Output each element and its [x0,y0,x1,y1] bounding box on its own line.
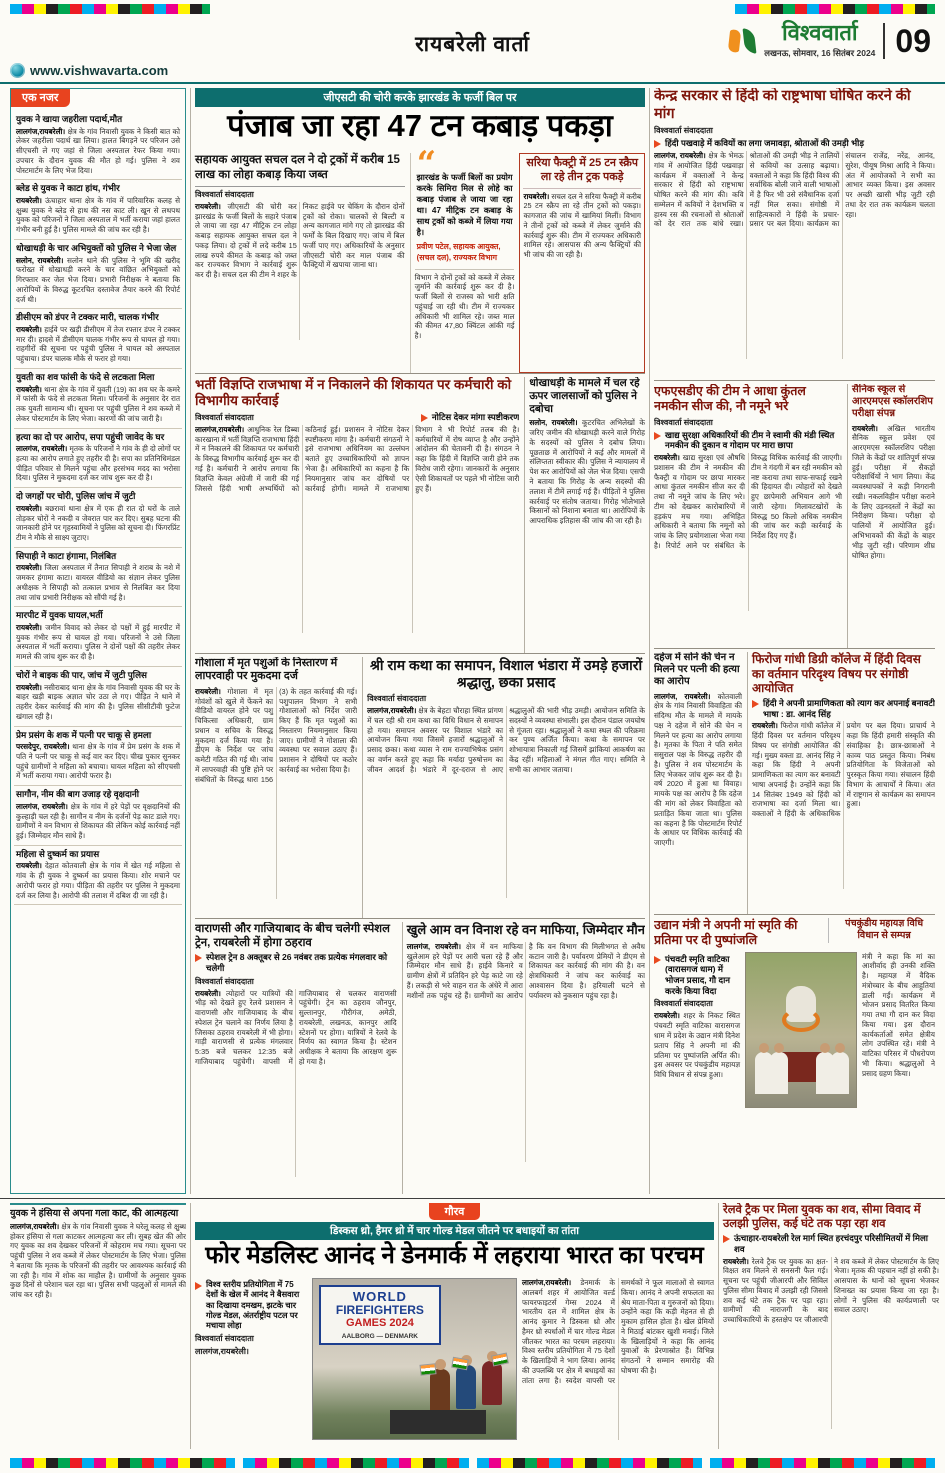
bottom-brief-body: लालगंज,रायबरेली। क्षेत्र के गांव निवासी युवक ने घरेलू कलह से क्षुब्ध होकर हंसिया से गला काटकर आत्महत्या कर ली। सुबह खेत की ओर गए युवक का शव देखकर परिजनों में कोहराम मच गया। सूचना पर पहुंची पुलिस ने शव कब्जे में लेकर पोस्टमार्टम के लिए भेजा। पुलिस ने बताया कि मृतक के परिजनों की तहरीर पर आवश्यक कार्रवाई की जा रही है। गांव में शोक का माहौल है। ग्रामीणों के अनुसार युवक कुछ दिनों से परेशान चल रहा था। पुलिस सभी पहलुओं से मामले की जांच कर रही है। [10,1221,186,1300]
hindi-demand-body: लालगंज, रायबरेली। क्षेत्र के भेमऊ गांव में आयोजित हिंदी पखवाड़ा कार्यक्रम में वक्ताओं ने केन्द्र सरकार से हिंदी को राष्ट्रभाषा घोषित करने की मांग की। कवि सम्मेलन में कवियों ने देशभक्ति व हास्य रस की रचनाओं से श्रोताओं को देर रात तक बांधे रखा। श्रोताओं की उमड़ी भीड़ ने तालियों से कवियों का उत्साह बढ़ाया। वक्ताओं ने कहा कि हिंदी विश्व की सर्वाधिक बोली जाने वाली भाषाओं में है फिर भी उसे संवैधानिक दर्जा नहीं मिल सका। संगोष्ठी में साहित्यकारों ने हिंदी के प्रचार-प्रसार पर बल दिया। कार्यक्रम का संचालन राजेंद्र, नरेंद्र, आनंद, सुरेश, पीयूष मिश्रा आदि ने किया। अंत में आयोजकों ने सभी का आभार व्यक्त किया। इस अवसर पर अच्छी खासी भीड़ जुटी रही तथा देर रात तक कार्यक्रम चलता रहा। [654,151,935,229]
article-main-story [195,88,645,373]
sainik-headline: सैनिक स्कूल से आरएमएस स्कॉलरशिप परीक्षा संपन्न [852,384,933,420]
brief-body: रायबरेली। जिला अस्पताल में तैनात सिपाही ने शराब के नशे में जमकर हंगामा काटा। वायरल वीडियो का संज्ञान लेकर पुलिस अधीक्षक ने सिपाही को तत्काल प्रभाव से निलंबित कर दिया तथा जांच प्रभारी निरीक्षक को सौंपी गई है। [16,563,181,602]
udyan-body-lead: रायबरेली। शहर के निकट स्थित पंचवटी स्मृति वाटिका वारासगज धाम में प्रदेश के उद्यान मंत्री दिनेश प्रताप सिंह ने अपनी मां की प्रतिमा पर पुष्पांजलि अर्पित की। इस अवसर पर पंचकुंडीय महायज्ञ विधि विधान से संपन्न हुआ। [654,1011,740,1080]
edition-date: लखनऊ, सोमवार, 16 सितंबर 2024 [764,48,876,58]
article-sainik [847,384,935,648]
goshala-body: रायबरेली। गोशाला में मृत गोवंशों को खुले में फेंकने का वीडियो वायरल होने पर पशु चिकित्सा अधिकारी, ग्राम प्रधान व सचिव के विरुद्ध मुकदमा दर्ज किया गया है। डीएम के निर्देश पर जांच कमेटी गठित की गई थी। जांच में लापरवाही की पुष्टि होने पर संबंधितों के विरुद्ध धारा 156 (3) के तहत कार्रवाई की गई। पशुपालन विभाग ने सभी गोशालाओं को निर्देश जारी किए हैं कि मृत पशुओं का निस्तारण नियमानुसार किया जाए। ग्रामीणों ने गोशाला की व्यवस्था पर सवाल उठाए हैं। प्रशासन ने दोषियों पर कठोर कार्रवाई का भरोसा दिया है। [195,686,358,784]
india-flag-icon [491,1352,509,1366]
right-column [649,88,935,1194]
brief-body: लालगंज,रायबरेली। क्षेत्र के गांव निवासी युवक ने किसी बात को लेकर जहरीला पदार्थ खा लिया। हालत बिगड़ने पर परिजन उसे सीएचसी ले गए जहां से जिला अस्पताल रेफर किया गया। उपचार के दौरान युवक की मौत हो गई। पुलिस ने शव पोस्टमार्टम के लिए भेज दिया। [16,126,180,175]
brief-headline: डीसीएम को डंपर ने टक्कर मारी, चालक गंभीर [16,312,159,323]
brief-headline: युवती का शव फांसी के फंदे से लटकता मिला [16,371,155,382]
train-headline: वाराणसी और गाजियाबाद के बीच चलेगी स्पेशल ट्रेन, रायबरेली में होगा ठहराव [195,923,390,950]
byline: विश्ववार्ता संवाददाता [195,976,254,986]
news-brief [14,240,182,309]
train-body: रायबरेली। त्योहारों पर यात्रियों की भीड़ को देखते हुए रेलवे प्रशासन ने वाराणसी और गाजियाबाद के बीच स्पेशल ट्रेन चलाने का निर्णय लिया है जिसका ठहराव रायबरेली में भी होगा। गाड़ी वाराणसी से प्रत्येक मंगलवार 5:35 बजे चलकर 12:35 बजे गाजियाबाद पहुंचेगी। वापसी में गाजियाबाद से चलकर वाराणसी पहुंचेगी। ट्रेन का ठहराव जौनपुर, सुल्तानपुर, गौरीगंज, अमेठी, रायबरेली, लखनऊ, कानपुर आदि स्टेशनों पर होगा। यात्रियों ने रेलवे के निर्णय का स्वागत किया है। स्टेशन अधीक्षक ने बताया कि आरक्षण शुरू हो गया है। [195,988,397,1066]
bharti-body: लालगंज,रायबरेली। आधुनिक रेल डिब्बा कारखाना में भर्ती विज्ञप्ति राजभाषा हिंदी में न निकालने की शिकायत पर कर्मचारी के विरुद्ध विभागीय कार्रवाई शुरू कर दी गई है। कर्मचारी ने आरोप लगाया कि विज्ञप्ति केवल अंग्रेजी में जारी की गई जिससे हिंदी भाषी अभ्यर्थियों को कठिनाई हुई। प्रशासन ने नोटिस देकर स्पष्टीकरण मांगा है। कर्मचारी संगठनों ने इसे राजभाषा अधिनियम का उल्लंघन बताते हुए उच्चाधिकारियों को ज्ञापन भेजा है। अधिकारियों का कहना है कि नियमानुसार जांच कर दोषियों पर कार्रवाई होगी। मामले में राजभाषा विभाग ने भी रिपोर्ट तलब की है। कर्मचारियों में रोष व्याप्त है और उन्होंने आंदोलन की चेतावनी दी है। संगठन ने कहा कि हिंदी में विज्ञप्ति जारी होने तक विरोध जारी रहेगा। जानकारों के अनुसार ऐसी शिकायतों पर पहले भी नोटिस जारी हुए हैं। [195,424,520,493]
brief-body: परसदेपुर, रायबरेली। थाना क्षेत्र के गांव में प्रेम प्रसंग के शक में पति ने पत्नी पर चाकू से कई वार कर दिए। चीख पुकार सुनकर पहुंचे ग्रामीणों ने महिला को बचाया। घायल महिला को सीएचसी में भर्ती कराया गया। आरोपी फरार है। [16,742,180,781]
page-title: रायबरेली वार्ता [415,33,530,56]
bottom-left-brief [10,1203,186,1449]
brief-headline: युवक ने खाया जहरीला पदार्थ,मौत [16,114,123,124]
dhokha-headline: धोखाधड़ी के मामले में चल रहे ऊपर जालसाजों को पुलिस ने दबोचा [529,377,640,415]
main-story-quote-col [410,153,515,373]
fsda-bullet: खाद्य सुरक्षा अधिकारियों की टीम ने स्वामी की मंडी स्थित नमकीन की दुकान व गोदाम पर मारा छापा [654,430,842,451]
sports-headline: फोर मेडलिस्ट आनंद ने डेनमार्क में लहराया भारत का परचम [205,1242,704,1269]
fsda-body: रायबरेली। खाद्य सुरक्षा एवं औषधि प्रशासन की टीम ने नमकीन की फैक्ट्री व गोदाम पर छापा मारकर आधा कुंतल नमकीन सीज कर दी तथा नौ नमूने जांच के लिए भरे। टीम को देखकर कारोबारियों में हड़कंप मच गया। अभिहित अधिकारी ने बताया कि नमूनों को जांच के लिए प्रयोगशाला भेजा गया है। रिपोर्ट आने पर संबंधित के विरुद्ध विधिक कार्रवाई की जाएगी। टीम ने गंदगी में बन रही नमकीन को नष्ट कराया तथा साफ-सफाई रखने की हिदायत दी। त्योहारों को देखते हुए छापेमारी अभियान आगे भी जारी रहेगा। मिलावटखोरों के विरुद्ध 50 किलो अधिक नमकीन की जांच कर कड़ी कार्रवाई के निर्देश दिए गए हैं। [654,452,842,550]
brief-body: लालगंज, रायबरेली। क्षेत्र के गांव में हरे पेड़ों पर वृक्षदानियों की कुल्हाड़ी चल रही है। सागौन व नीम के दर्जनों पेड़ काट डाले गए। ग्रामीणों ने वन विभाग से शिकायत की लेकिन कोई कार्रवाई नहीं हुई। जिम्मेदार मौन साधे हैं। [16,801,180,841]
dhokha-body: सलोन, रायबरेली। कूटरचित अभिलेखों के जरिए जमीन की धोखाधड़ी करने वाले गिरोह के सदस्यों को पुलिस ने दबोच लिया। पूछताछ में आरोपियों ने कई और मामलों में संलिप्तता स्वीकार की। पुलिस ने न्यायालय में पेश कर आरोपियों को जेल भेज दिया। एसपी ने बताया कि गिरोह के अन्य सदस्यों की तलाश में टीमें लगाई गई हैं। पीड़ितों ने पुलिस कार्रवाई पर संतोष जताया। गिरोह भोलेभाले किसानों को निशाना बनाता था। आरोपियों के आपराधिक इतिहास की जांच की जा रही है। [529,418,645,526]
article-hindi-demand [654,88,935,380]
left-rail [10,88,186,1194]
color-bar [477,1458,702,1468]
color-bar-left [10,4,210,14]
news-brief [14,309,182,369]
article-dhokha [524,377,645,653]
arrow-bullet-icon [752,700,759,708]
udyan-bullet: पंचवटी स्मृति वाटिका (वारासगज धाम) में भोजन प्रसाद, गौ दान करके किया विदा [654,954,740,997]
scrap-box-column [519,153,645,373]
color-bar-right [735,4,935,14]
scrap-box-article [519,153,645,373]
van-headline: खुले आम वन विनाश रहे वन माफिया, जिम्मेदार मौन [406,922,645,937]
news-brief [14,607,182,667]
gaurav-tab: गौरव [429,1203,481,1220]
article-railway [718,1203,939,1449]
udyan-headline: उद्यान मंत्री ने अपनी मां स्मृति की प्रतिमा पर दी पुष्पांजलि [654,918,798,948]
railway-headline: रेलवे ट्रैक पर मिला युवक का शव, सीमा विवाद में उलझी पुलिस, कई घंटे तक पड़ा रहा शव [723,1204,921,1231]
sign-line-4: AALBORG — DENMARK [341,1332,418,1340]
article-train [195,922,397,1194]
arrow-bullet-icon [654,432,661,440]
hindi-demand-headline: केन्द्र सरकार से हिंदी को राष्ट्रभाषा घोषित करने की मांग [654,88,911,122]
ram-katha-body: लालगंज,रायबरेली। क्षेत्र के बेहटा चौराहा स्थित प्रांगण में चल रही श्री राम कथा का विधि विधान से समापन हो गया। समापन अवसर पर विशाल भंडारे का आयोजन किया गया जिसमें हजारों श्रद्धालुओं ने प्रसाद छका। कथा व्यास ने राम राज्याभिषेक प्रसंग का वर्णन करते हुए कहा कि मर्यादा पुरुषोत्तम का जीवन आदर्श है। भंडारे में दूर-दराज से आए श्रद्धालुओं की भारी भीड़ उमड़ी। आयोजन समिति के सदस्यों ने व्यवस्था संभाली। इस दौरान पंडाल जयघोष से गूंजता रहा। श्रद्धालुओं ने कथा स्थल की परिक्रमा कर पुण्य अर्जित किया। कथा के समापन पर शोभायात्रा निकाली गई जिसमें झांकियां आकर्षण का केंद्र रहीं। महिलाओं ने मंगल गीत गाए। समिति ने सभी का आभार जताया। [367,706,645,774]
scrap-box-body: रायबरेली। सचल दल ने सरिया फैक्ट्री में करीब 25 टन स्क्रैप ला रहे तीन ट्रकों को पकड़ा। कागजात की जांच में खामियां मिलीं। विभाग ने तीनों ट्रकों को कब्जे में लेकर जुर्माने की कार्रवाई शुरू की। टीम में राज्यकर अधिकारी शामिल रहे। आसपास की अन्य फैक्ट्रियों की भी जांच की जा रही है। [523,191,642,260]
byline: विश्ववार्ता संवाददाता [654,417,713,427]
quote-text: झारखंड के फर्जी बिलों का प्रयोग करके सिमिरा मिल से लोहे का कबाड़ पंजाब ले जाया जा रहा था। 47 मीट्रिक टन कबाड़ के साथ ट्रकों को कब्जे में लिया गया है। [416,173,513,238]
brief-headline: सिपाही ने काटा हंगामा, निलंबित [16,550,117,561]
bottom-band [0,1198,945,1453]
arrow-bullet-icon [195,954,202,962]
arrow-bullet-icon [654,956,661,964]
arrow-bullet-icon [654,140,661,148]
statue-garland [782,1008,820,1032]
sports-kicker: डिस्कस थ्रो, हैमर थ्रो में चार गोल्ड मेडल जीतने पर बधाइयों का तांता [195,1222,714,1240]
brief-headline: मारपीट में युवक घायल,भर्ती [16,610,103,621]
globe-icon [10,63,25,78]
color-bar [10,1458,235,1468]
photo-athlete [456,1365,476,1409]
brief-list [14,111,182,905]
india-flag-icon [451,1357,469,1371]
article-goshala [195,657,357,918]
games-sign [319,1285,441,1345]
arrow-bullet-icon [421,414,428,422]
railway-body: रायबरेली। रेलवे ट्रैक पर युवक का क्षत-विक्षत शव मिलने से सनसनी फैल गई। सूचना पर पहुंची जीआरपी और सिविल पुलिस सीमा विवाद में उलझी रही जिससे शव कई घंटे तक ट्रैक पर पड़ा रहा। ग्रामीणों की नाराजगी के बाद उच्चाधिकारियों के हस्तक्षेप पर जीआरपी ने शव कब्जे में लेकर पोस्टमार्टम के लिए भेजा। मृतक की पहचान नहीं हो सकी है। आसपास के थानों को सूचना भेजकर शिनाख्त का प्रयास किया जा रहा है। लोगों ने पुलिस की कार्यप्रणाली पर सवाल उठाए। [723,1256,939,1325]
bharti-headline: भर्ती विज्ञप्ति राजभाषा में न निकालने की शिकायत पर कर्मचारी को विभागीय कार्रवाई [195,377,512,409]
brief-headline: धोखाधड़ी के चार अभियुक्तों को पुलिस ने भेजा जेल [16,242,177,253]
news-brief [14,429,182,489]
byline: विश्ववार्ता संवाददाता [654,126,713,136]
brief-headline: हत्या का दो पर आरोप, सपा पहुंची जावेद के घर [16,431,165,442]
news-brief [14,548,182,608]
news-brief [14,111,182,180]
dahej-body: लालगंज, रायबरेली। कोतवाली क्षेत्र के गांव निवासी विवाहिता की संदिग्ध मौत के मामले में मायके पक्ष ने दहेज में सोने की चेन न मिलने पर हत्या का आरोप लगाया है। मृतका के पिता ने पति समेत ससुराल पक्ष के विरुद्ध तहरीर दी है। पुलिस ने शव पोस्टमार्टम के लिए भेजकर जांच शुरू कर दी है। वर्ष 2020 में हुआ था विवाह। मायके पक्ष का आरोप है कि दहेज की मांग को लेकर विवाहिता को प्रताड़ित किया जाता था। पुलिस का कहना है कि पोस्टमार्टम रिपोर्ट के आधार पर विधिक कार्रवाई की जाएगी। [654,691,742,848]
brief-headline: सागौन, नीम की बाग उजाड़ रहे वृक्षदानी [16,789,140,800]
hindi-demand-bullet: हिंदी पखवाड़े में कवियों का लगा जमावड़ा, श्रोताओं की उमड़ी भीड़ [654,138,935,149]
udyan-body-continued: मंत्री ने कहा कि मां का आशीर्वाद ही उनकी शक्ति है। महायज्ञ में वैदिक मंत्रोच्चार के बीच आहुतियां डाली गईं। कार्यक्रम में भोजन प्रसाद वितरित किया गया तथा गौ दान कर विदा किया गया। इस दौरान कार्यकर्ताओं समेत क्षेत्रीय लोग उपस्थित रहे। मंत्री ने वाटिका परिसर में पौधरोपण भी किया। श्रद्धालुओं ने प्रसाद ग्रहण किया। [862,951,935,1078]
bharti-bullet: नोटिस देकर मांगा स्पष्टीकरण [421,412,519,423]
main-headline: पंजाब जा रहा 47 टन कबाड़ पकड़ा [227,108,613,143]
ram-katha-headline: श्री राम कथा का समापन, विशाल भंडारा में उमड़े हजारों श्रद्धालु, छका प्रसाद [370,657,643,691]
firoz-bullet: हिंदी ने अपनी प्रामाणिकता को त्याग कर अपनाई बनावटी भाषा : डा. आनंद सिंह [752,698,935,719]
brief-body: रायबरेली। देहात कोतवाली क्षेत्र के गांव में खेत गई महिला से गांव के ही युवक ने दुष्कर्म का प्रयास किया। शोर मचाने पर आरोपी फरार हो गया। पीड़िता की तहरीर पर पुलिस ने मुकदमा दर्ज कर लिया है। आरोपी की तलाश में दबिश दी जा रही है। [16,861,180,900]
dahej-headline: दहेज में सोने की चेन न मिलने पर पत्नी की हत्या का आरोप [654,652,740,688]
brand-name: विश्ववार्ता [781,20,858,45]
ek-nazar-box [10,88,186,1194]
udyan-meta [654,952,740,1110]
firoz-headline: फिरोज गांधी डिग्री कॉलेज में हिंदी दिवस का वर्तमान परिदृश्य विषय पर संगोष्ठी आयोजित [752,652,921,696]
article-firoz [747,652,935,914]
byline: विश्ववार्ता संवाददाता [195,412,254,422]
brief-body: सलोन, रायबरेली। सलोन थाने की पुलिस ने भूमि की खरीद फरोख्त में धोखाधड़ी करने के चार वांछित अभियुक्तों को गिरफ्तार कर जेल भेज दिया। प्रभारी निरीक्षक ने बताया कि आरोपियों के विरुद्ध कूटरचित दस्तावेज तैयार करने की रिपोर्ट दर्ज थी। [16,255,181,304]
india-flag-icon [419,1363,436,1376]
byline: विश्ववार्ता संवाददाता [654,999,713,1009]
photo-person [831,1052,849,1094]
brief-headline: दो जगहों पर चोरी, पुलिस जांच में जुटी [16,491,136,502]
article-udyan [654,914,935,1194]
content-grid [0,84,945,1198]
memorial-statue-photo [745,952,857,1108]
railway-bullet: ऊंचाहार-रायबरेली रेल मार्ग स्थित हरचंदपुर परिसीमितयों में मिला शव [723,1233,939,1254]
article-bharti [195,377,519,653]
news-brief [14,488,182,548]
brand-block [728,22,935,59]
podium [390,1410,486,1434]
article-van [402,922,645,1194]
train-bullet: स्पेशल ट्रेन 8 अक्तूबर से 26 नवंबर तक प्रत्येक मंगलवार को चलेगी [195,952,397,973]
top-registration-bars [0,0,945,18]
news-brief [14,727,182,787]
brief-body: रायबरेली। जमीन विवाद को लेकर दो पक्षों में हुई मारपीट में युवक गंभीर रूप से घायल हो गया। परिजनों ने उसे जिला अस्पताल में भर्ती कराया। पुलिस ने दोनों पक्षों की तहरीर लेकर मामले की जांच शुरू कर दी है। [16,622,180,662]
center-column [190,88,645,1194]
photo-athlete [482,1361,502,1405]
photo-athlete [430,1369,450,1413]
sports-article [190,1203,714,1449]
bottom-registration-bars [0,1453,945,1473]
brief-headline: चोरों ने बाइक की पार, जांच में जुटी पुलिस [16,670,147,681]
pull-quote [415,153,515,264]
website-link[interactable] [10,63,168,78]
ek-nazar-tab: एक नजर [10,88,70,107]
goshala-headline: गोशाला में मृत पशुओं के निस्तारण में लापरवाही पर मुकदमा दर्ज [195,657,338,683]
sports-body: लालगंज,रायबरेली। डेनमार्क के आलबर्ग शहर में आयोजित वर्ल्ड फायरफाइटर्स गेम्स 2024 में भारतीय दल में शामिल क्षेत्र के आनंद कुमार ने डिस्कस थ्रो और हैमर थ्रो स्पर्धाओं में चार गोल्ड मेडल जीतकर भारत का परचम लहराया। विश्व स्तरीय प्रतियोगिता में 75 देशों के खिलाड़ियों ने भाग लिया। आनंद की उपलब्धि पर क्षेत्र में बधाइयों का तांता लगा है। स्वदेश वापसी पर समर्थकों ने फूल मालाओं से स्वागत किया। आनंद ने अपनी सफलता का श्रेय माता-पिता व गुरुजनों को दिया। उन्होंने कहा कि कड़ी मेहनत से ही मुकाम हासिल होता है। खेल प्रेमियों ने मिठाई बांटकर खुशी मनाई। जिले के खिलाड़ियों ने कहा कि आनंद युवाओं के प्रेरणास्रोत हैं। विभिन्न संगठनों ने सम्मान समारोह की घोषणा की है। [522,1278,714,1385]
main-kicker: जीएसटी की चोरी करके झारखंड के फर्जी बिल पर [195,88,645,107]
byline: विश्ववार्ता संवाददाता [195,189,254,199]
vishwavarta-logo-icon [728,27,756,55]
brief-body: रायबरेली। ऊंचाहार थाना क्षेत्र के गांव में पारिवारिक कलह से क्षुब्ध युवक ने ब्लेड से हाथ की नस काट ली। खून से लथपथ युवक को परिजनों ने जिला अस्पताल में भर्ती कराया जहां हालत गंभीर बनी हुई है। पुलिस मामले की जांच कर रही है। [16,195,180,235]
main-subhead: सहायक आयुक्त सचल दल ने दो ट्रकों में करीब 15 लाख का लोहा कबाड़ किया जब्त [195,153,405,187]
fsda-headline: एफएसडीए की टीम ने आधा कुंतल नमकीन सीज की, नौ नमूने भरे [654,384,806,414]
brief-headline: महिला से दुष्कर्म का प्रयास [16,848,100,859]
firoz-body: रायबरेली। फिरोज गांधी कॉलेज में हिंदी दिवस पर वर्तमान परिदृश्य विषय पर संगोष्ठी आयोजित की गई। मुख्य वक्ता डा. आनंद सिंह ने कहा कि हिंदी ने अपनी प्रामाणिकता का त्याग कर बनावटी भाषा अपनाई है। उन्होंने कहा कि 14 सितंबर 1949 को हिंदी को राजभाषा का दर्जा मिला था। वक्ताओं ने हिंदी के अधिकाधिक प्रयोग पर बल दिया। प्राचार्य ने कहा कि हिंदी हमारी संस्कृति की संवाहिका है। छात्र-छात्राओं ने काव्य पाठ प्रस्तुत किया। निबंध प्रतियोगिता के विजेताओं को पुरस्कृत किया गया। संचालन हिंदी विभाग के आचार्यों ने किया। अंत में राष्ट्रगान से कार्यक्रम का समापन हुआ। [752,721,935,819]
brief-headline: ब्लेड से युवक ने काटा हांथ, गंभीर [16,183,120,194]
brief-body: लालगंज, रायबरेली। मृतक के परिजनों ने गांव के ही दो लोगों पर हत्या का आरोप लगाते हुए तहरीर दी है। सपा का प्रतिनिधिमंडल पीड़ित परिवार से मिलने पहुंचा और हरसंभव मदद का भरोसा दिया। पुलिस ने मुकदमा दर्ज कर जांच शुरू कर दी है। [16,444,180,483]
firefighters-games-photo [312,1278,517,1440]
arrow-bullet-icon [723,1235,730,1243]
arrow-bullet-icon [195,1282,202,1290]
page-number: 09 [883,23,935,59]
website-url[interactable]: www.vishwavarta.com [30,63,169,78]
main-story-body: रायबरेली। जीएसटी की चोरी कर झारखंड के फर्जी बिलों के सहारे पंजाब ले जाया जा रहा 47 मीट्रिक टन लोहा कबाड़ सहायक आयुक्त सचल दल ने पकड़ लिया। दो ट्रकों में लदे करीब 15 लाख रुपये कीमत के कबाड़ को जब्त कर राज्यकर विभाग ने कार्रवाई शुरू कर दी है। सचल दल की टीम ने शहर के निकट हाईवे पर चेकिंग के दौरान दोनों ट्रकों को रोका। चालकों से बिल्टी व अन्य कागजात मांगे गए तो झारखंड की फर्मों के बिल दिखाए गए। जांच में बिल फर्जी पाए गए। अधिकारियों के अनुसार जीएसटी चोरी कर माल पंजाब की फैक्ट्रियों में खपाया जाना था। [195,201,405,280]
news-brief [14,667,182,727]
main-story-body-continued: विभाग ने दोनों ट्रकों को कब्जे में लेकर जुर्माने की कार्रवाई शुरू कर दी है। फर्जी बिलों से राजस्व को भारी क्षति पहुंचाई जा रही थी। टीम में राज्यकर अधिकारी भी शामिल रहे। जब्त माल की कीमत 47,80 क्विंटल आंकी गई है। [415,269,515,341]
main-story-lead [195,153,405,373]
news-brief [14,369,182,429]
byline: विश्ववार्ता संवाददाता [195,1334,254,1344]
brief-body: रायबरेली। थाना क्षेत्र के गांव में युवती (19) का शव घर के कमरे में फांसी के फंदे से लटकता मिला। परिजनों के अनुसार देर रात तक युवती सामान्य थी। सूचना पर पहुंची पुलिस ने शव कब्जे में लेकर पोस्टमार्टम के लिए भेजा। कारणों की जांच जारी है। [16,384,180,423]
masthead [0,18,945,84]
sign-line-3: GAMES 2024 [345,1317,414,1330]
sports-bullet: विश्व स्तरीय प्रतियोगिता में 75 देशों के खेल में आनंद ने बैसवारा का दिखाया दमखम, झटके चार गोल्ड मेडल, अंतर्राष्ट्रीय पटल पर मचाया लोहा [195,1280,307,1331]
quote-mark-icon [417,154,513,172]
sign-line-2: FIREFIGHTERS [335,1303,424,1318]
sainik-body: रायबरेली। अखिल भारतीय सैनिक स्कूल प्रवेश एवं आरएमएस स्कॉलरशिप परीक्षा जिले के केंद्रों पर शांतिपूर्ण संपन्न हुई। परीक्षा में सैकड़ों परीक्षार्थियों ने भाग लिया। केंद्र व्यवस्थापकों ने कड़ी निगरानी रखी। नकलविहीन परीक्षा कराने के लिए उड़नदस्तों ने केंद्रों का निरीक्षण किया। परीक्षा दो पालियों में आयोजित हुई। अभिभावकों की केंद्रों के बाहर भीड़ जुटी रही। परिणाम शीघ्र घोषित होगा। [852,423,935,560]
news-brief [14,846,182,906]
article-fsda [654,384,842,648]
van-body: लालगंज, रायबरेली। क्षेत्र में वन माफिया खुलेआम हरे पेड़ों पर आरी चला रहे हैं और जिम्मेदार मौन साधे हैं। हाईवे किनारे व ग्रामीण क्षेत्रों में प्रतिदिन हरे पेड़ काटे जा रहे हैं। लकड़ी से भरे वाहन रात के अंधेरे में आरा मशीनों तक पहुंच रहे हैं। ग्रामीणों का आरोप है कि वन विभाग की मिलीभगत से अवैध कटान जारी है। पर्यावरण प्रेमियों ने डीएम से शिकायत कर कार्रवाई की मांग की है। वन क्षेत्राधिकारी ने जांच कर कार्रवाई का आश्वासन दिया है। हरियाली घटने से पर्यावरण को नुकसान पहुंच रहा है। [406,941,645,1000]
bottom-brief-headline: युवक ने हंसिया से अपना गला काट, की आत्महत्या [10,1203,186,1220]
sign-line-1: WORLD [352,1289,407,1304]
photo-person [770,1052,788,1094]
brief-body: रायबरेली। बछरावां थाना क्षेत्र में एक ही रात दो घरों के ताले तोड़कर चोरों ने नकदी व जेवरात पार कर दिए। सुबह घटना की जानकारी होने पर गृहस्वामियों ने पुलिस को सूचना दी। फिंगरप्रिंट टीम ने मौके से साक्ष्य जुटाए। [16,503,180,543]
brief-body: रायबरेली। हाईवे पर खड़ी डीसीएम में तेज रफ्तार डंपर ने टक्कर मार दी। हादसे में डीसीएम चालक गंभीर रूप से घायल हो गया। राहगीरों की सूचना पर पहुंची पुलिस ने घायल को अस्पताल पहुंचाया। डंपर चालक मौके से फरार हो गया। [16,324,180,364]
byline: विश्ववार्ता संवाददाता [367,694,427,704]
news-brief [14,180,182,240]
brief-body: रायबरेली। नसीराबाद थाना क्षेत्र के गांव निवासी युवक की घर के बाहर खड़ी बाइक अज्ञात चोर उठा ले गए। पीड़ित ने थाने में तहरीर देकर कार्रवाई की मांग की है। पुलिस सीसीटीवी फुटेज खंगाल रही है। [16,682,180,721]
quote-attribution: प्रवीण पटेल, सहायक आयुक्त, (सचल दल), राज्यकर विभाग [416,242,501,262]
color-bar [243,1458,468,1468]
news-brief [14,786,182,846]
article-ram-katha [362,657,645,918]
article-dahej [654,652,742,914]
udyan-subhead: पंचकुंडीय महायज्ञ विधि विधान से सम्पन्न [828,918,935,943]
color-bar [710,1458,935,1468]
brief-headline: प्रेम प्रसंग के शक में पत्नी पर चाकू से हमला [16,729,152,740]
sports-dateline: लालगंज,रायबरेली। [195,1347,249,1357]
scrap-box-headline: सरिया फैक्ट्री में 25 टन स्क्रैप ला रहे तीन ट्रक पकड़े [523,157,641,189]
sports-meta [195,1278,307,1446]
